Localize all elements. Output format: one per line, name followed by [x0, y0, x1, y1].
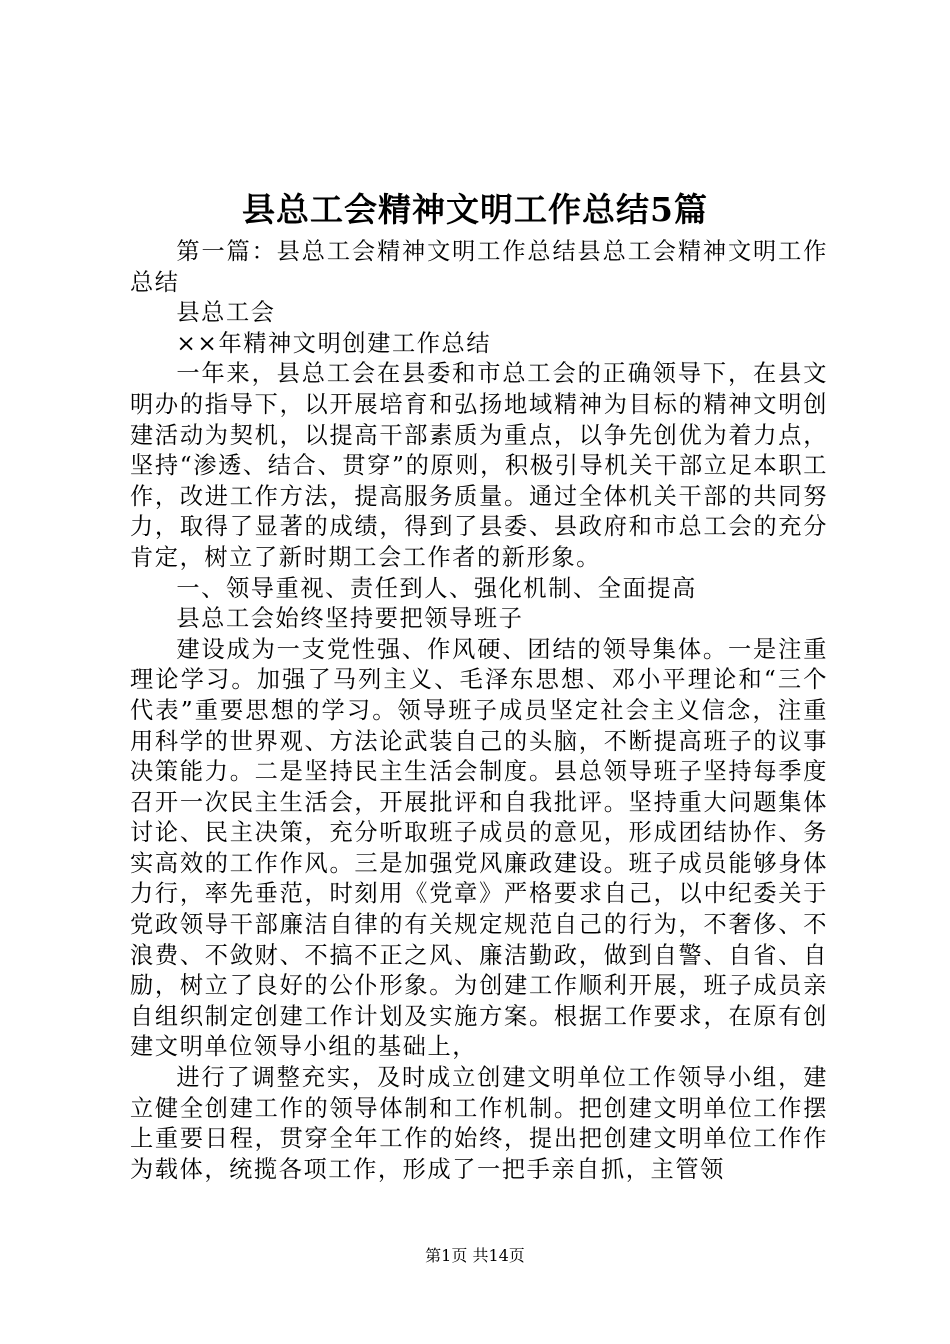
paragraph-intro: 一年来，县总工会在县委和市总工会的正确领导下，在县文明办的指导下，以开展培育和弘扬地域精神为目标的精神文明创建活动为契机，以提高干部素质为重点，以争先创优为着力点，坚持“渗透、结合、贯穿”的原则，积极引导机关干部立足本职工作，改进工作方法，提高服务质量。通过全体机关干部的共同努力，取得了显著的成绩，得到了县委、县政府和市总工会的充分肯定，树立了新时期工会工作者的新形象。 [130, 360, 828, 571]
paragraph-section-heading: 第一篇：县总工会精神文明工作总结县总工会精神文明工作总结 [130, 238, 828, 296]
paragraph-adjustment: 进行了调整充实，及时成立创建文明单位工作领导小组，建立健全创建工作的领导体制和工作机制。把创建文明单位工作摆上重要日程，贯穿全年工作的始终，提出把创建文明单位工作作为载体，统揽各项工作，形成了一把手亲自抓，主管领 [130, 1064, 828, 1183]
page-footer: 第1页 共14页 [425, 1246, 525, 1265]
paragraph-org-name: 县总工会 [176, 299, 276, 327]
paragraph-leadership-lead: 县总工会始终坚持要把领导班子 [176, 605, 524, 633]
document-body [130, 237, 828, 1185]
paragraph-subtitle: ××年精神文明创建工作总结 [176, 329, 492, 357]
paragraph-heading-one: 一、领导重视、责任到人、强化机制、全面提高 [176, 574, 697, 602]
paragraph-leadership-body: 建设成为一支党性强、作风硬、团结的领导集体。一是注重理论学习。加强了马列主义、毛泽东思想、邓小平理论和“三个代表”重要思想的学习。领导班子成员坚定社会主义信念，注重用科学的世界观、方法论武装自己的头脑，不断提高班子的议事决策能力。二是坚持民主生活会制度。县总领导班子坚持每季度召开一次民主生活会，开展批评和自我批评。坚持重大问题集体讨论、民主决策，充分听取班子成员的意见，形成团结协作、务实高效的工作作风。三是加强党风廉政建设。班子成员能够身体力行，率先垂范，时刻用《党章》严格要求自己，以中纪委关于党政领导干部廉洁自律的有关规定规范自己的行为，不奢侈、不浪费、不敛财、不搞不正之风、廉洁勤政，做到自警、自省、自励，树立了良好的公仆形象。为创建工作顺利开展，班子成员亲自组织制定创建工作计划及实施方案。根据工作要求，在原有创建文明单位领导小组的基础上， [130, 635, 828, 1061]
document-title: 县总工会精神文明工作总结5篇 [242, 190, 708, 229]
